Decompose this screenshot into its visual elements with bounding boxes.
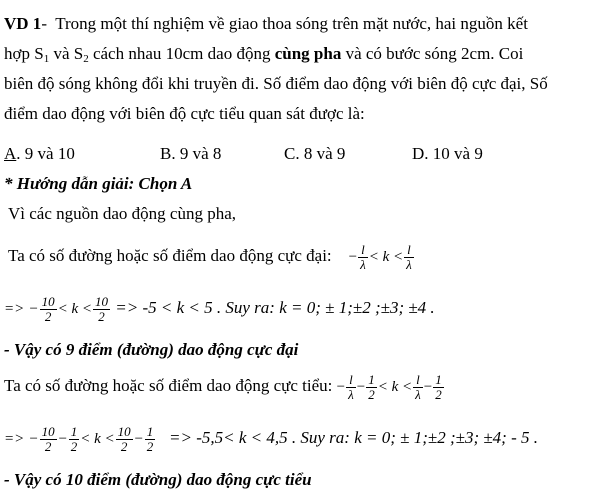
option-a: A. 9 và 10 [4,144,75,163]
problem-line-1: VD 1- Trong một thí nghiệm về giao thoa sóng trên mặt nước, hai nguồn kết [4,14,528,33]
result-max: => -5 < k < 5 . Suy ra: k = 0; ± 1;±2 ;±3; ±4 . [115,298,435,317]
fraction-1-over-2: $\frac{1}{2}$ [368,371,375,402]
same-phase-text: cùng pha [274,44,342,63]
fraction-10-over-2: $\frac{10}{2}$ [41,293,55,324]
solution-line-3: => − $\frac{10}{2}$ < k < $\frac{10}{2}$ => -5 < k < 5 . Suy ra: k = 0; ± 1;±2 ;±3; ±4 . [4,293,435,324]
fraction-l-over-lambda: $\frac{l}{\lambda}$ [360,241,366,272]
option-d: D. 10 và 9 [412,144,483,163]
problem-text-1: Trong một thí nghiệm về giao thoa sóng trên mặt nước, hai nguồn kết [55,14,528,33]
option-c: C. 8 và 9 [284,144,346,163]
option-b: B. 9 và 8 [160,144,222,163]
problem-line-4: điểm dao động với biên độ cực tiểu quan sát được là: [4,104,365,123]
problem-line-3: biên độ sóng không đổi khi truyền đi. Số điểm dao động với biên độ cực đại, Số [4,74,548,93]
solution-line-2: Ta có số đường hoặc số điểm dao động cực đại: − $\frac{l}{\lambda}$ < k < $\frac{l}{\lambda}$ [8,241,412,272]
conclusion-min: - Vậy có 10 điểm (đường) dao động cực tiểu [4,470,312,489]
problem-line-2: hợp $S_1$ và $S_2$ cách nhau 10cm dao động cùng pha và có bước sóng 2cm. Coi [4,44,524,65]
fraction-1-over-2: $\frac{1}{2}$ [146,423,154,454]
solution-line-4: Ta có số đường hoặc số điểm dao động cực tiểu: − $\frac{l}{\lambda}$ − $\frac{1}{2}$ < k < $\frac{l}{\lambda}$ − $\frac{1}{2}$ [4,371,442,402]
solution-line-5: => − $\frac{10}{2}$ − $\frac{1}{2}$ < k < $\frac{10}{2}$ − $\frac{1}{2}$ => -5,5< k < 4,5 . Suy ra: k = 0; ± 1;±2 ;±3; ±4; - 5 . [4,423,539,454]
fraction-1-over-2: $\frac{1}{2}$ [70,423,78,454]
problem-label: VD 1 [4,14,42,33]
conclusion-max: - Vậy có 9 điểm (đường) dao động cực đại [4,340,299,359]
solution-line-1: Vì các nguồn dao động cùng pha, [8,204,237,223]
fraction-l-over-lambda: $\frac{l}{\lambda}$ [415,371,421,402]
fraction-l-over-lambda: $\frac{l}{\lambda}$ [348,371,354,402]
fraction-10-over-2: $\frac{10}{2}$ [117,423,131,454]
fraction-l-over-lambda: $\frac{l}{\lambda}$ [406,241,412,272]
fraction-10-over-2: $\frac{10}{2}$ [41,423,55,454]
fraction-1-over-2: $\frac{1}{2}$ [435,371,442,402]
solution-heading: * Hướng dẫn giải: Chọn A [4,174,193,193]
result-min: => -5,5< k < 4,5 . Suy ra: k = 0; ± 1;±2 ;±3; ±4; - 5 . [169,428,539,447]
fraction-10-over-2: $\frac{10}{2}$ [95,293,109,324]
